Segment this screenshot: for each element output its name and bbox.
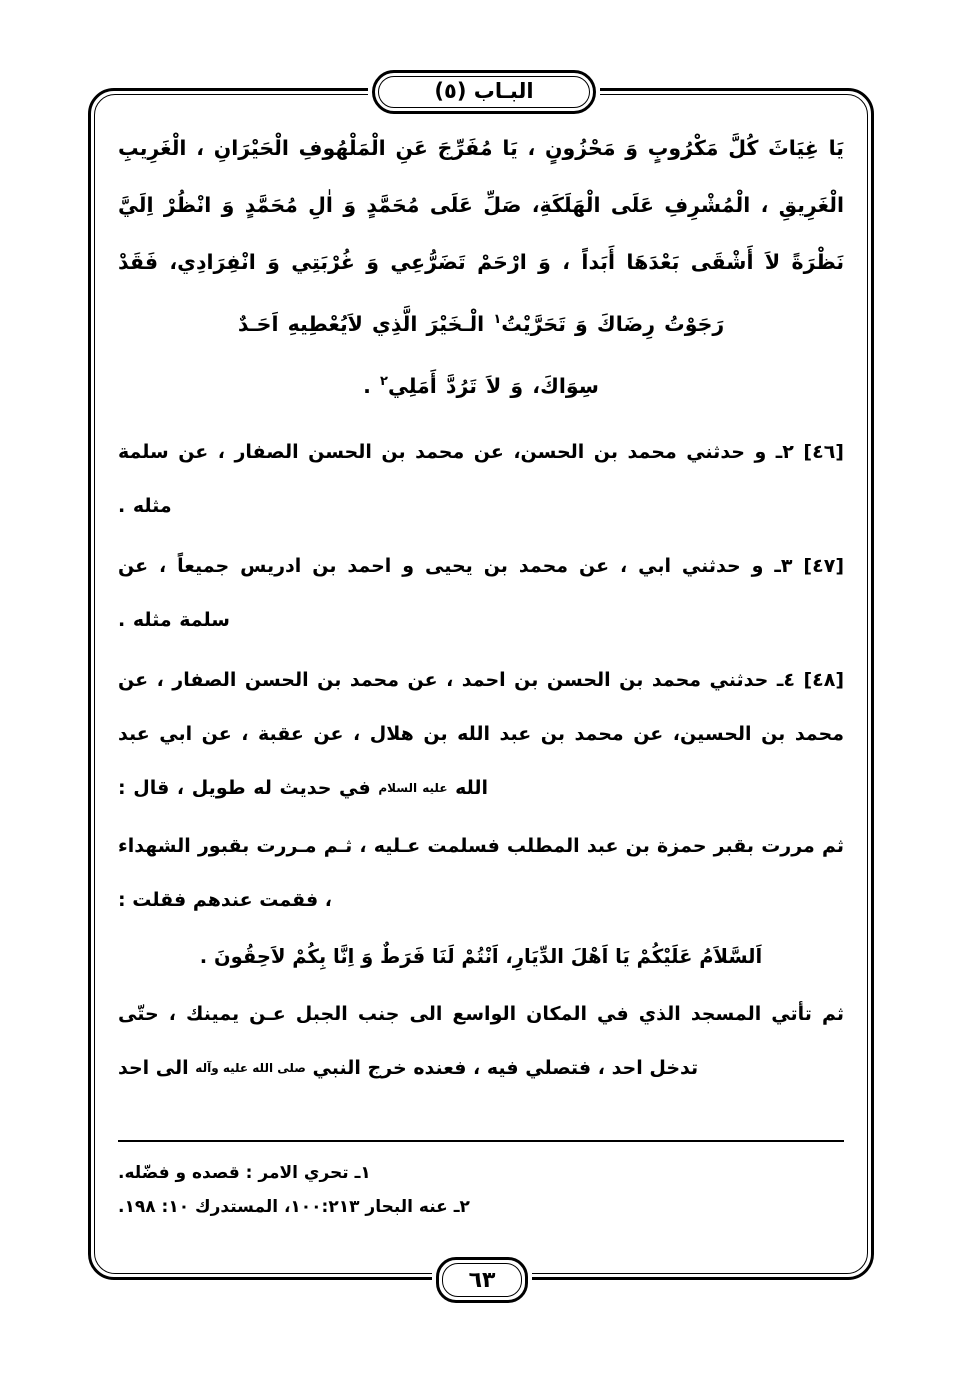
footnote-marker-2: ٢ [459, 1197, 470, 1217]
chapter-banner-label: البـاب (٥) [434, 79, 534, 103]
hadith-number-48: ٤ [783, 668, 795, 691]
footnote-text-1: تحري الامر : قصده و فضّله. [118, 1163, 349, 1183]
hadith-entry-47 [118, 539, 844, 647]
honorific-sallallahu-alayhi-wa-alih-icon: صلى الله عليه وآله [195, 1060, 306, 1075]
footnote-dash-1: ـ [354, 1163, 361, 1183]
hadith-text-46: و حدثني محمد بن الحسن، عن محمد بن الحسن الصفار ، عن سلمة مثله . [118, 440, 767, 517]
narration-paragraph-2-part2: الى احد [118, 1056, 189, 1079]
supplication-block [118, 120, 844, 415]
hadith-text-47: و حدثني ابي ، عن محمد بن يحيى و احمد بن ادريس جميعاً ، عن سلمة مثله . [118, 554, 764, 631]
footnote-item-2 [118, 1190, 844, 1224]
footnote-marker-1: ١ [360, 1163, 371, 1183]
hadith-bracket-46: [٤٦] [803, 440, 844, 463]
page-content [118, 120, 844, 1095]
footnotes-section [118, 1156, 844, 1224]
hadith-bracket-48: [٤٨] [803, 668, 845, 691]
supplication-tail-text: سِوَاكَ، وَ لاَ تَرُدَّ أَمَلِي [387, 373, 599, 398]
hadith-dash-46: ـ [775, 440, 783, 463]
footnote-item-1 [118, 1156, 844, 1190]
hadith-dash-48: ـ [776, 668, 784, 691]
narration-paragraph-2-part1: ثم تأتي المسجد الذي في المكان الواسع الى جنب الجبل عـن يمينك ، حتّى تدخل احد ، فتصلي فيه ، فعنده خرج النبي [118, 1002, 844, 1079]
supplication-line-3: وَ انْظُرْ اِلَيَّ نَظْرَةً لاَ أَشْقَى بَعْدَهَا أَبَداً ، وَ ارْحَمْ تَضَرُّعِي وَ غُرْبَتِي [118, 193, 845, 274]
narration-paragraph-1: ثم مررت بقبر حمزة بن عبد المطلب فسلمت عـليه ، ثـم مـررت بقبور الشهداء ، فقمت عندهم فقلت : [118, 834, 844, 911]
supplication-line-1: يَا غِيَاثَ كُلَّ مَكْرُوبٍ وَ مَحْزُونٍ ، يَا مُفَرِّجَ عَنِ الْمَلْهُوفِ الْحَيْرَانِ ، [196, 136, 845, 160]
hadith-entry-46 [118, 425, 844, 533]
supplication-tail-period: . [363, 373, 381, 398]
honorific-alayhi-assalam-icon: عليه السلام [378, 780, 448, 795]
supplication-line-5: الْـخَيْرَ الَّذِي لاَيُعْطِيهِ اَحَـدٌ [237, 311, 485, 336]
hadith-text-48-part2: في حديث له طويل ، قال : [118, 776, 371, 799]
narration-paragraph-2 [118, 987, 844, 1095]
page-number-pill [436, 1257, 528, 1303]
footnote-divider [118, 1140, 844, 1142]
supplication-line-2: الْغَرِيبِ الْغَرِيقِ ، الْمُشْرِفِ عَلَى الْهَلَكَةِ، صَلِّ عَلَى مُحَمَّدٍ وَ اٰلِ مُحَمَّدٍ [118, 136, 844, 217]
narration-salutation: اَلسَّلاَمُ عَلَيْكُمْ يَا اَهْلَ الدِّيَارِ، اَنْتُمْ لَنَا فَرَطٌ وَ اِنَّا بِكُمْ لاَحِقُونَ . [199, 944, 763, 968]
page-number-label: ٦٣ [468, 1267, 496, 1293]
footnote-text-2: عنه البحار ١٠٠:٢١٣، المستدرك ١٠: ١٩٨. [118, 1197, 448, 1217]
hadith-entry-48 [118, 653, 844, 815]
hadith-bracket-47: [٤٧] [803, 554, 844, 577]
hadith-number-47: ٣ [780, 554, 793, 577]
supplication-tail-line [118, 353, 844, 415]
hadith-number-46: ٢ [782, 440, 794, 463]
hadith-text-48-part1: حدثني محمد بن الحسن بن احمد ، عن محمد بن الحسن الصفار ، عن محمد بن الحسين، عن محمد بن عبد الله بن هلال ، عن عقبة ، عن ابي عبد الله [118, 668, 844, 799]
footnote-ref-1: ١ [493, 312, 502, 327]
footnote-ref-2: ٢ [380, 373, 388, 389]
supplication-line-4: وَ انْفِرَادِي، فَقَدْ رَجَوْتُ رِضَاكَ وَ تَحَرَّيْتُ [118, 250, 725, 336]
hadith-dash-47: ـ [774, 554, 781, 577]
chapter-banner [372, 70, 596, 114]
footnote-dash-2: ـ [453, 1197, 460, 1217]
